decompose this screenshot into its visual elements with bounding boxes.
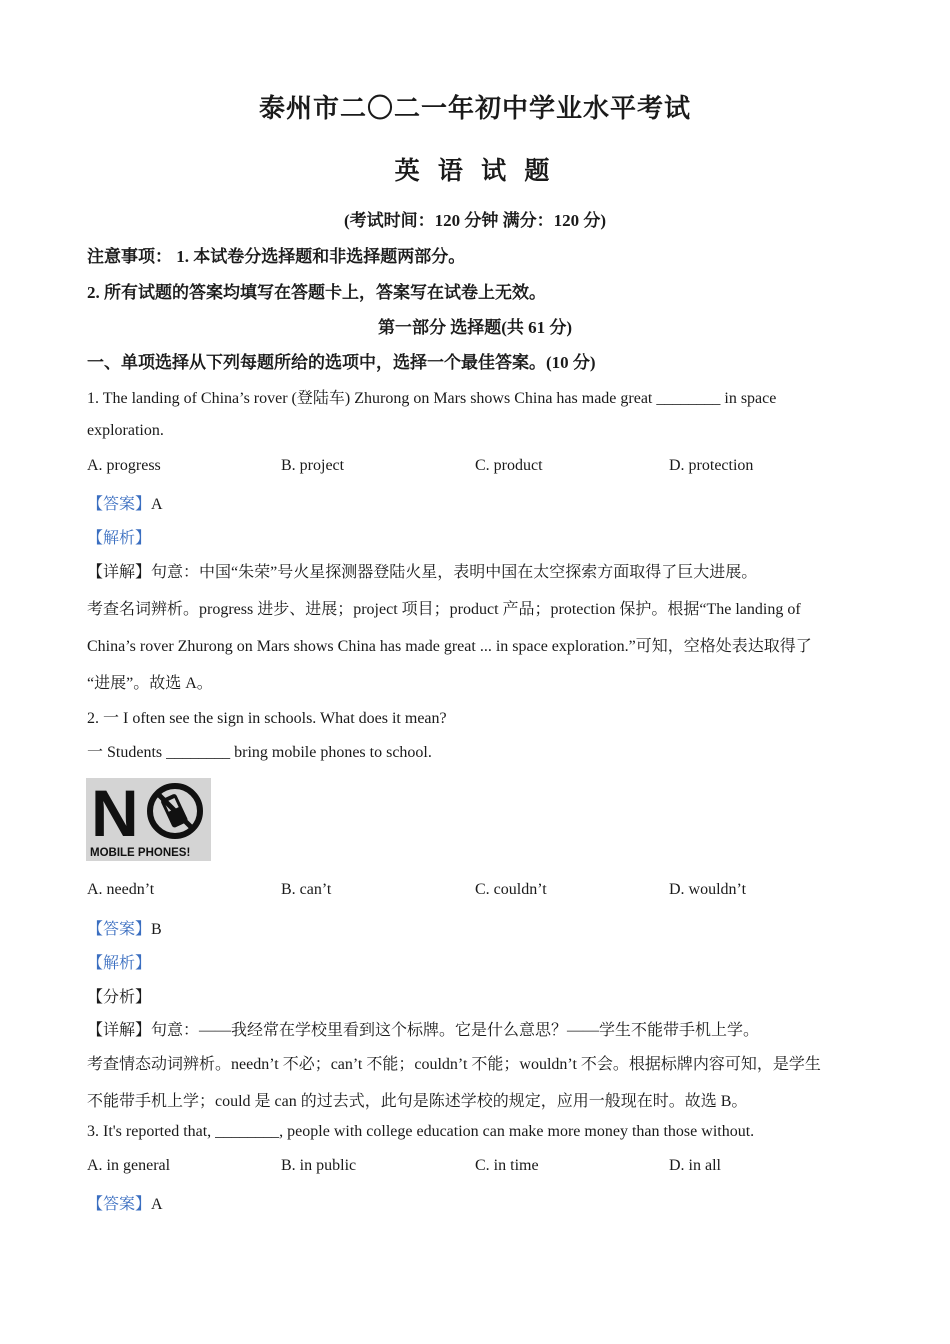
q1-stem-line2: exploration.: [87, 422, 164, 439]
notes-line-2: 2. 所有试题的答案均填写在答题卡上，答案写在试卷上无效。: [87, 283, 546, 302]
q1-answer: [87, 491, 163, 514]
sign-letter-n: N: [91, 778, 139, 850]
q2-detail-line2: 考查情态动词辨析。needn’t 不必；can’t 不能；couldn’t 不能；wouldn’t 不会。根据标牌内容可知，是学生: [87, 1056, 821, 1073]
detail-text: 句意：中国“朱荣”号火星探测器登陆火星，表明中国在太空探索方面取得了巨大进展。: [151, 564, 758, 581]
answer-value: A: [151, 1196, 163, 1213]
no-mobile-phones-sign: [86, 778, 211, 861]
q3-stem-line1: 3. It's reported that, ________, people with college education can make more money than those without.: [87, 1123, 755, 1140]
q2-fenxi-tag: 【分析】: [87, 989, 152, 1006]
part1-title: 第一部分 选择题(共 61 分): [377, 318, 573, 337]
detail-tag: 【详解】: [87, 564, 152, 581]
q2-option-d: D. wouldn’t: [669, 881, 747, 898]
q1-option-a: A. progress: [87, 457, 161, 474]
q1-option-b: B. project: [281, 457, 345, 474]
detail-tag: 【详解】: [87, 1022, 152, 1039]
exam-info: (考试时间：120 分钟 满分：120 分): [343, 211, 607, 230]
answer-tag: 【答案】: [87, 496, 152, 513]
q1-detail-line2: 考查名词辨析。progress 进步、进展；project 项目；product 产品；protection 保护。根据“The landing of: [87, 601, 801, 618]
q2-option-c: C. couldn’t: [475, 881, 547, 898]
subject-title: 英 语 试 题: [394, 158, 556, 185]
q3-answer: [87, 1191, 163, 1214]
q3-option-b: B. in public: [281, 1157, 357, 1174]
q2-option-a: A. needn’t: [87, 881, 155, 898]
sign-caption: MOBILE PHONES!: [90, 847, 191, 859]
q1-option-c: C. product: [475, 457, 543, 474]
detail-text: 句意：——我经常在学校里看到这个标牌。它是什么意思？——学生不能带手机上学。: [151, 1022, 760, 1039]
q1-detail-line4: “进展”。故选 A。: [87, 675, 213, 692]
q2-analysis-tag: 【解析】: [87, 955, 152, 972]
notes-line-1: 注意事项： 1. 本试卷分选择题和非选择题两部分。: [87, 247, 466, 266]
answer-tag: 【答案】: [87, 1196, 152, 1213]
q1-stem-line1: 1. The landing of China’s rover (登陆车) Zhurong on Mars shows China has made great ________ in space: [87, 390, 777, 407]
q2-stem-line2: 一 Students ________ bring mobile phones to school.: [87, 744, 432, 761]
q1-option-d: D. protection: [669, 457, 754, 474]
q3-option-d: D. in all: [669, 1157, 721, 1174]
q3-option-a: A. in general: [87, 1157, 171, 1174]
q2-option-b: B. can’t: [281, 881, 332, 898]
q2-detail-line3: 不能带手机上学；could 是 can 的过去式，此句是陈述学校的规定，应用一般现在时。故选 B。: [87, 1093, 748, 1110]
answer-value: A: [151, 496, 163, 513]
q2-answer: [87, 916, 162, 939]
q1-detail-line3: China’s rover Zhurong on Mars shows China has made great ... in space exploration.”可知，空格处表达取得了: [87, 638, 812, 655]
exam-title: 泰州市二〇二一年初中学业水平考试: [258, 94, 691, 123]
q2-stem-line1: 2. 一 I often see the sign in schools. What does it mean?: [87, 710, 447, 727]
q2-detail-line1: [87, 1017, 759, 1040]
q1-analysis-tag: 【解析】: [87, 530, 152, 547]
answer-value: B: [151, 921, 162, 938]
answer-tag: 【答案】: [87, 921, 152, 938]
q1-detail-line1: [87, 559, 757, 582]
no-phone-sign-graphic: [86, 778, 211, 861]
q3-option-c: C. in time: [475, 1157, 539, 1174]
section1-title: 一、单项选择从下列每题所给的选项中，选择一个最佳答案。(10 分): [87, 353, 596, 372]
